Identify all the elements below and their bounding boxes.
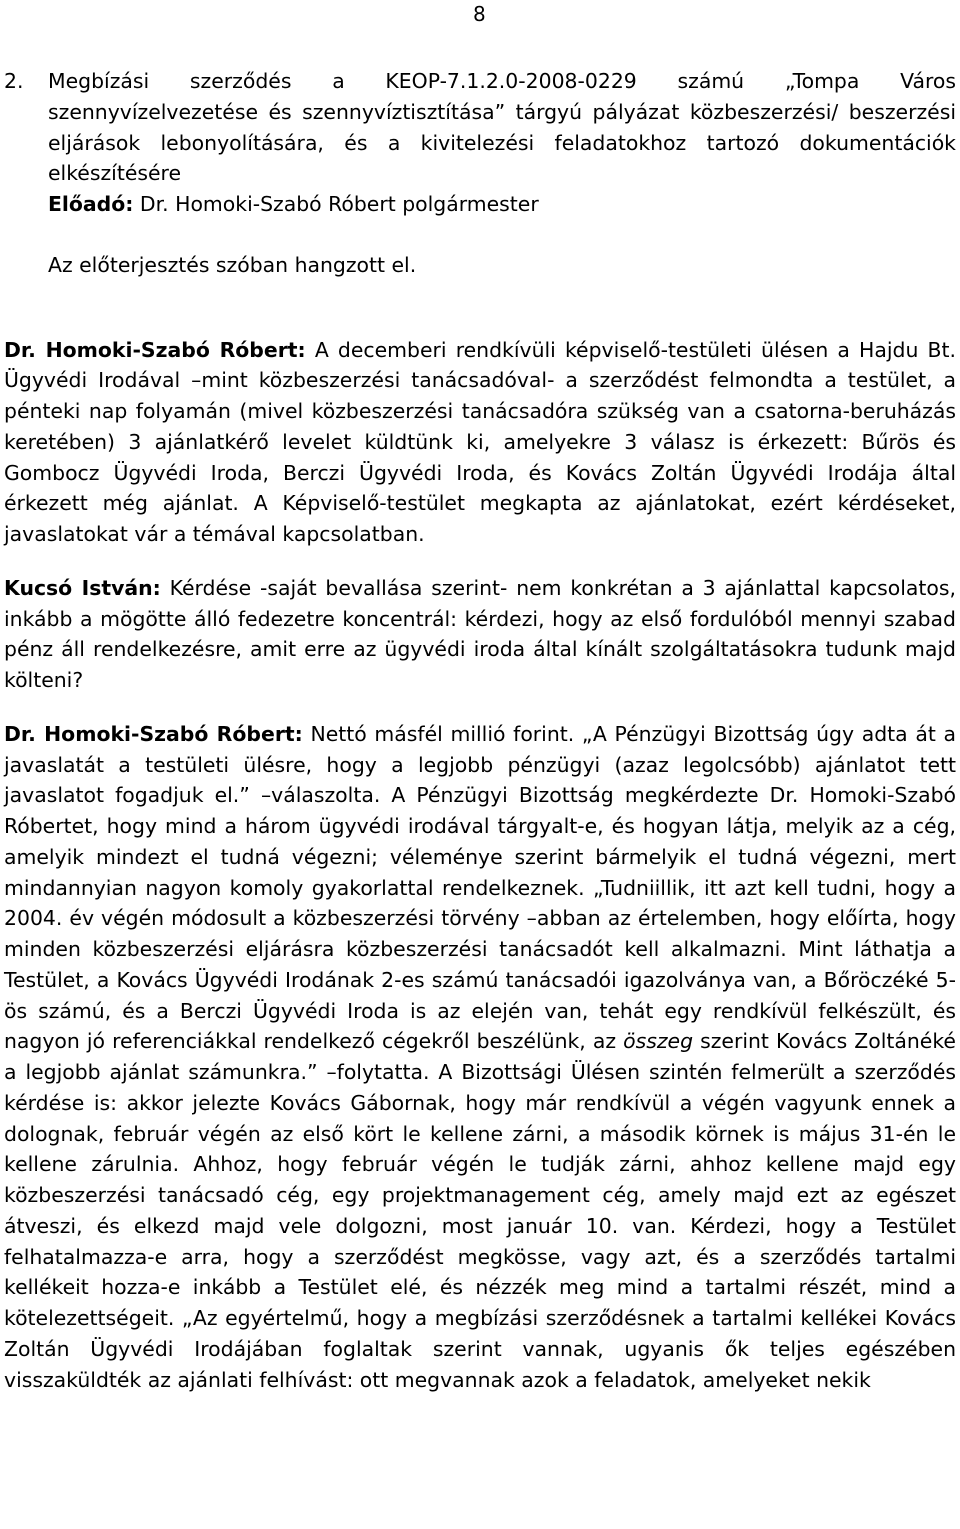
presenter-line [48, 189, 956, 220]
speech-text: Kérdése -saját bevallása szerint- nem konkrétan a 3 ajánlattal kapcsolatos, inkább a mögötte álló fedezetre koncentrál: kérdezi, hogy az első fordulóból mennyi szabad pénz áll rendelkezésre, amit erre az ügyvédi iroda által kínált szolgáltatásokra tudunk majd költeni? [4, 575, 957, 692]
speech-text-italic: összeg [623, 1029, 694, 1054]
speech-text: Nettó másfél millió forint. „A Pénzügyi Bizottság úgy adta át a javaslatát a testületi ülésre, hogy a legjobb pénzügyi (azaz legolcsóbb) ajánlatot tett javaslatot fogadjuk el.” –válaszolta. A Pénzügyi Bizottság megkérdezte Dr. Homoki-Szabó Róbertet, hogy mind a három ügyvédi irodával tárgyalt-e, és hogyan látja, melyik az a cég, amelyik mindezt el tudná végezni; véleménye szerint bármelyik el tudná végezni, mert mindannyian nagyon komoly gyakorlattal rendelkeznek. „Tudniillik, itt azt kell tudni, hogy a 2004. év végén módosult a közbeszerzési törvény –abban az értelemben, hogy előírta, hogy minden közbeszerzési eljárásra közbeszerzési tanácsadót kell alkalmazni. Mint láthatja a Testület, a Kovács Ügyvédi Irodának 2-es számú tanácsadói igazolványa van, a Bőröczéké 5-ös számú, és a Berczi Ügyvédi Iroda is az elején van, tehát egy rendkívül felkészült, és nagyon jó referenciákkal rendelkező cégekről beszélünk, az [4, 721, 956, 1054]
paragraph-mayor-intro [4, 335, 956, 550]
speech-text: A decemberi rendkívüli képviselő-testületi ülésen a Hajdu Bt. Ügyvédi Irodával –mint közbeszerzési tanácsadóval- a szerződést felmondta a testület, a pénteki nap folyamán (mivel közbeszerzési tanácsadóra szükség van a csatorna-beruházás keretében) 3 ajánlatkérő levelet küldtünk ki, amelyekre 3 válasz is érkezett: Bűrös és Gombocz Ügyvédi Iroda, Berczi Ügyvédi Iroda, és Kovács Zoltán Ügyvédi Irodája által érkezett még ajánlat. A Képviselő-testület megkapta az ajánlatokat, ezért kérdéseket, javaslatokat vár a témával kapcsolatban. [4, 337, 956, 546]
page-number: 8 [473, 2, 486, 26]
presenter-name: Dr. Homoki-Szabó Róbert polgármester [133, 192, 539, 216]
agenda-item-title: Megbízási szerződés a KEOP-7.1.2.0-2008-0229 számú „Tompa Város szennyvízelvezetése és szennyvíztisztítása” tárgyú pályázat közbeszerzési/ beszerzési eljárások lebonyolítására, és a kivitelezési feladatokhoz tartozó dokumentációk elkészítésére [48, 69, 956, 186]
presenter-label: Előadó: [48, 192, 134, 216]
paragraph-mayor-answer [4, 719, 956, 1396]
speaker-name: Dr. Homoki-Szabó Róbert: [4, 337, 306, 362]
speaker-name: Dr. Homoki-Szabó Róbert: [4, 721, 303, 746]
document-body [4, 66, 956, 1395]
agenda-item-body [48, 66, 956, 281]
speaker-name: Kucsó István: [4, 575, 161, 600]
agenda-item-number: 2. [4, 69, 24, 93]
speech-text: szerint Kovács Zoltánéké a legjobb ajánlat számunkra.” –folytatta. A Bizottsági Ülésen szintén felmerült a szerződés kérdése is: akkor jelezte Kovács Gábornak, hogy már rendkívül a végén vagyunk ennek a dolognak, február végén az első kört le kellene zárni, a második körnek is május 31-én le kellene zárulnia. Ahhoz, hogy február végén le tudják zárni, ahhoz kellene majd egy közbeszerzési tanácsadó cég, egy projektmanagement cég, amely majd ezt az egészet átveszi, és elkezd majd vele dolgozni, most január 10. van. Kérdezi, hogy a Testület felhatalmazza-e arra, hogy a szerződést megkösse, vagy azt, és a szerződés tartalmi kellékeit hozza-e inkább a Testület elé, és nézzék meg mind a tartalmi részét, mind a kötelezettségeit. „Az egyértelmű, hogy a megbízási szerződésnek a tartalmi kellékei Kovács Zoltán Ügyvédi Irodájában foglaltak szerint vannak, ugyanis ők teljes egészében visszaküldték az ajánlati felhívást: ott megvannak azok a feladatok, amelyeket nekik [4, 1029, 956, 1392]
paragraph-kucso-question [4, 573, 956, 696]
agenda-item [4, 66, 956, 281]
oral-presentation-note: Az előterjesztés szóban hangzott el. [48, 252, 417, 277]
